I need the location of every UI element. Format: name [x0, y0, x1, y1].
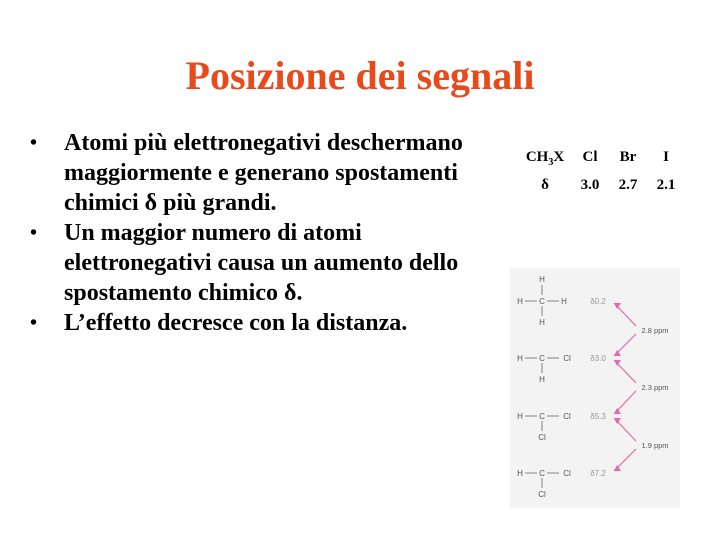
- shift-label: δ5.3: [590, 412, 606, 421]
- atom-label: H: [539, 318, 545, 327]
- table-cell: 2.7: [618, 177, 638, 193]
- shift-label: δ0.2: [590, 297, 606, 306]
- atom-label: H: [517, 297, 523, 306]
- atom-label: Cl: [563, 412, 571, 421]
- atom-label: Cl: [563, 469, 571, 478]
- atom-label: Cl: [538, 433, 546, 442]
- atom-label: Cl: [538, 490, 546, 499]
- atom-label: H: [561, 297, 567, 306]
- arrowhead-icon: [614, 408, 621, 414]
- table-row-label: [519, 146, 571, 174]
- atom-label: C: [539, 412, 545, 421]
- table-value-row: [519, 174, 689, 196]
- table-cell: Br: [619, 149, 637, 165]
- bullet-list: [30, 128, 510, 338]
- atom-label: H: [539, 275, 545, 284]
- arrowhead-icon: [614, 360, 621, 366]
- bullet-item: [30, 218, 510, 308]
- shift-label: δ7.2: [590, 469, 606, 478]
- atom-label: C: [539, 469, 545, 478]
- bullet-icon: •: [30, 312, 38, 334]
- atom-label: C: [539, 297, 545, 306]
- bullet-text: L’effetto decresce con la distanza.: [64, 310, 408, 336]
- bullet-item: [30, 128, 510, 218]
- atom-label: Cl: [563, 354, 571, 363]
- atom-label: C: [539, 354, 545, 363]
- atom-label: H: [517, 469, 523, 478]
- ppm-label: 2.8 ppm: [641, 326, 669, 335]
- atom-label: H: [517, 412, 523, 421]
- chemical-shift-figure: [510, 268, 680, 508]
- ch3x-label: $CH_3X$: [525, 149, 565, 168]
- table-cell: 2.1: [656, 177, 676, 193]
- bullet-text: Un maggior numero di atomi elettronegativi causa un aumento dello spostamento chimico δ.: [64, 220, 459, 306]
- atom-label: H: [539, 375, 545, 384]
- arrowhead-icon: [614, 418, 621, 424]
- atom-label: H: [517, 354, 523, 363]
- ppm-label: 2.3 ppm: [641, 383, 669, 392]
- arrowhead-icon: [614, 350, 621, 356]
- table-cell: 3.0: [580, 177, 600, 193]
- bullet-text: Atomi più elettronegativi deschermano maggiormente e generano spostamenti chimici δ più grandi.: [64, 130, 463, 216]
- table-row-label: δ: [541, 177, 549, 193]
- table-header-row: [519, 146, 689, 174]
- arrowhead-icon: [614, 303, 621, 309]
- arrowhead-icon: [614, 465, 621, 471]
- bullet-icon: •: [30, 222, 38, 244]
- shift-label: δ3.0: [590, 354, 606, 363]
- slide-title: Posizione dei segnali: [185, 53, 535, 98]
- shift-table: [519, 146, 689, 196]
- table-cell: I: [663, 149, 669, 165]
- molecule-diagram: [510, 268, 680, 508]
- bullet-item: [30, 308, 510, 338]
- table-cell: Cl: [582, 149, 598, 165]
- ppm-label: 1.9 ppm: [641, 441, 669, 450]
- bullet-icon: •: [30, 132, 38, 154]
